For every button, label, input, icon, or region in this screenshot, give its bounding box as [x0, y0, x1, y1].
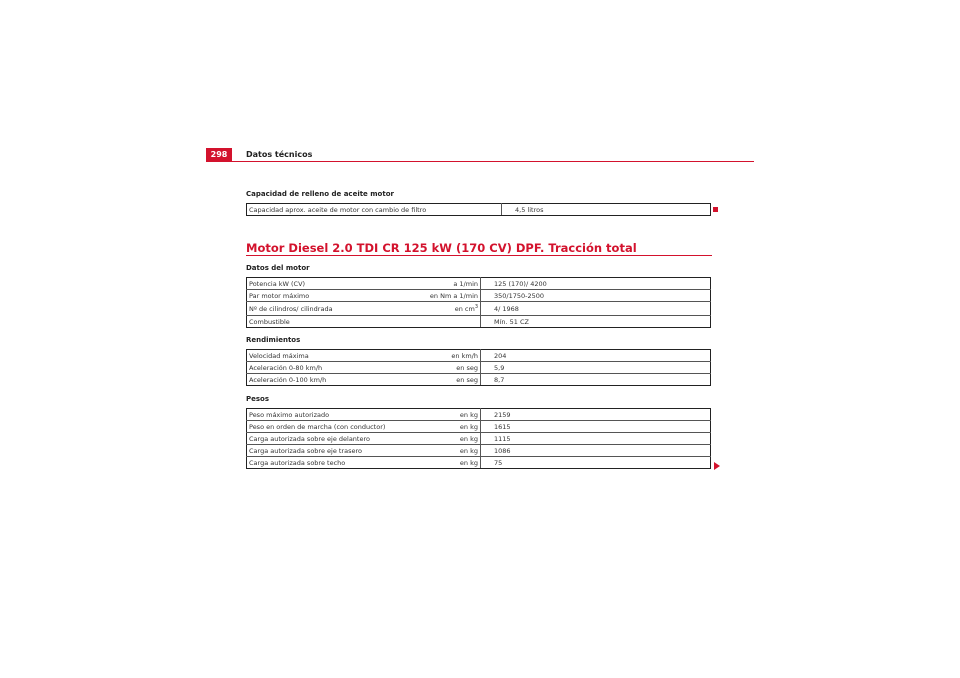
performance-subtitle: Rendimientos: [246, 336, 301, 344]
oil-value: 4,5 litros: [502, 204, 711, 216]
row-label: Velocidad máxima: [247, 350, 422, 362]
row-label: Aceleración 0-100 km/h: [247, 374, 422, 386]
row-label: Carga autorizada sobre eje delantero: [247, 433, 422, 445]
row-unit: a 1/min: [421, 278, 481, 290]
row-unit: en Nm a 1/min: [421, 290, 481, 302]
section-end-mark: [713, 207, 718, 212]
oil-label: Capacidad aprox. aceite de motor con cambio de filtro: [247, 204, 502, 216]
row-unit: en kg: [421, 421, 481, 433]
row-unit: [421, 316, 481, 328]
row-value: 2159: [481, 409, 711, 421]
row-value: 1086: [481, 445, 711, 457]
row-label: Peso máximo autorizado: [247, 409, 422, 421]
row-value: 8,7: [481, 374, 711, 386]
row-label: Combustible: [247, 316, 422, 328]
row-label: Carga autorizada sobre eje trasero: [247, 445, 422, 457]
row-value: Mín. 51 CZ: [481, 316, 711, 328]
table-row: [247, 302, 711, 316]
table-row: [247, 290, 711, 302]
row-unit: en kg: [421, 433, 481, 445]
row-unit: en km/h: [421, 350, 481, 362]
table-row: [247, 362, 711, 374]
motor-data-table: [246, 277, 711, 328]
weights-subtitle: Pesos: [246, 395, 270, 403]
oil-table: [246, 203, 711, 216]
weights-table: [246, 408, 711, 469]
row-value: 1615: [481, 421, 711, 433]
row-label: Par motor máximo: [247, 290, 422, 302]
row-unit: [421, 302, 481, 316]
row-value: 75: [481, 457, 711, 469]
table-row: [247, 278, 711, 290]
header-divider: [206, 161, 754, 162]
oil-subtitle: Capacidad de relleno de aceite motor: [246, 190, 394, 198]
table-row: [247, 350, 711, 362]
row-unit: en kg: [421, 445, 481, 457]
performance-table: [246, 349, 711, 386]
page-header: [206, 148, 754, 162]
row-label: Potencia kW (CV): [247, 278, 422, 290]
table-row: [247, 204, 711, 216]
title-divider: [246, 255, 712, 256]
row-unit: en kg: [421, 457, 481, 469]
table-row: [247, 409, 711, 421]
row-value: 125 (170)/ 4200: [481, 278, 711, 290]
row-unit: en kg: [421, 409, 481, 421]
unit-text: en cm: [454, 305, 475, 314]
row-value: 5,9: [481, 362, 711, 374]
section-title: Datos técnicos: [246, 150, 313, 159]
row-value: 350/1750-2500: [481, 290, 711, 302]
unit-superscript: 3: [474, 303, 478, 310]
row-value: 204: [481, 350, 711, 362]
row-value: 4/ 1968: [481, 302, 711, 316]
table-row: [247, 457, 711, 469]
row-label: Peso en orden de marcha (con conductor): [247, 421, 422, 433]
table-row: [247, 421, 711, 433]
page-number: 298: [206, 148, 232, 161]
row-label: Nº de cilindros/ cilindrada: [247, 302, 422, 316]
table-row: [247, 445, 711, 457]
table-row: [247, 374, 711, 386]
row-unit: en seg: [421, 362, 481, 374]
continue-arrow-icon: [714, 462, 720, 470]
row-unit: en seg: [421, 374, 481, 386]
table-row: [247, 316, 711, 328]
motor-data-subtitle: Datos del motor: [246, 264, 310, 272]
engine-title: Motor Diesel 2.0 TDI CR 125 kW (170 CV) DPF. Tracción total: [246, 241, 637, 255]
row-label: Carga autorizada sobre techo: [247, 457, 422, 469]
row-value: 1115: [481, 433, 711, 445]
table-row: [247, 433, 711, 445]
row-label: Aceleración 0-80 km/h: [247, 362, 422, 374]
